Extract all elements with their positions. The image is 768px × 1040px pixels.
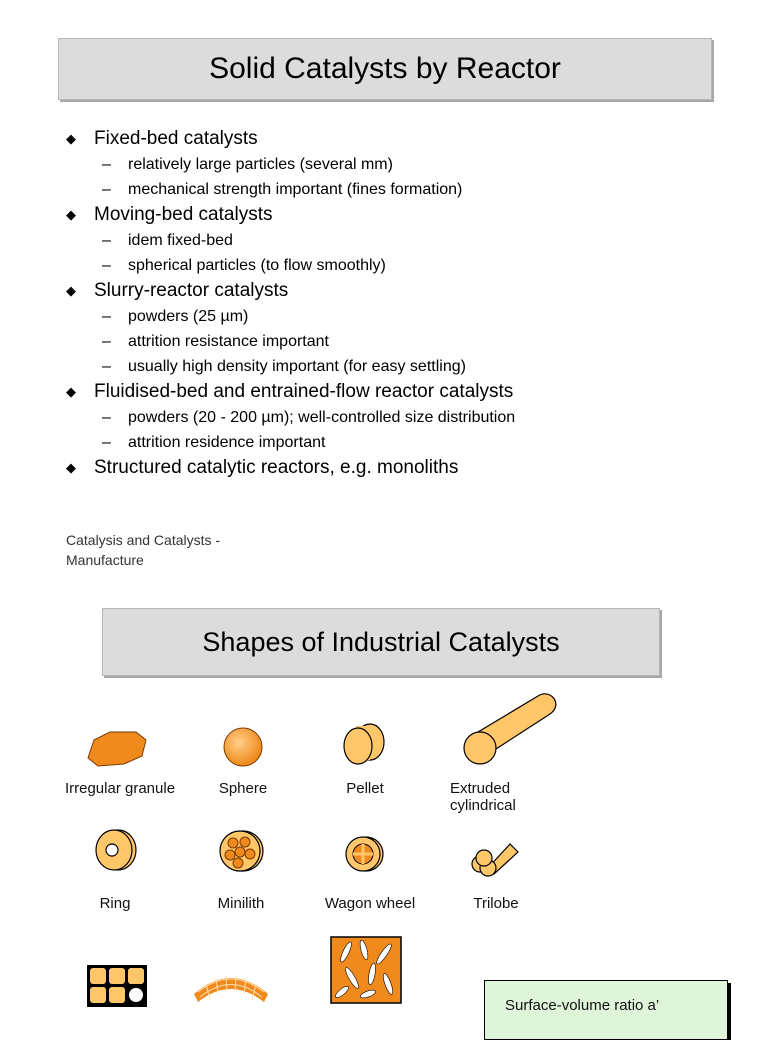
sub-bullet	[66, 152, 756, 177]
shape-label: Irregular granule	[64, 780, 176, 797]
bullet-list	[66, 126, 756, 481]
dash-icon: –	[102, 308, 111, 325]
sub-bullet	[66, 253, 756, 278]
sub-bullet-text: relatively large particles (several mm)	[128, 156, 393, 173]
sub-bullet	[66, 329, 756, 354]
sub-bullet	[66, 430, 756, 455]
dash-icon: –	[102, 232, 111, 249]
dash-icon: –	[102, 409, 111, 426]
bullet-item	[66, 379, 756, 405]
shape-label: Pellet	[346, 780, 384, 797]
bullet-text: Moving-bed catalysts	[94, 204, 273, 225]
slide-title: Shapes of Industrial Catalysts	[102, 608, 660, 676]
shape-label: Ring	[99, 895, 131, 912]
sub-bullet-text: spherical particles (to flow smoothly)	[128, 257, 386, 274]
bullet-item	[66, 278, 756, 304]
slide-caption: Catalysis and Catalysts - Manufacture	[66, 532, 221, 568]
diamond-bullet-icon: ◆	[66, 384, 76, 399]
sub-bullet-text: usually high density important (for easy settling)	[128, 358, 466, 375]
shape-label: Wagon wheel	[324, 895, 416, 912]
irregular-granule-icon	[80, 728, 150, 768]
bullet-text: Structured catalytic reactors, e.g. monoliths	[94, 457, 459, 478]
dash-icon: –	[102, 181, 111, 198]
bullet-item	[66, 202, 756, 228]
bullet-text: Fluidised-bed and entrained-flow reactor catalysts	[94, 381, 514, 402]
shape-label: Extruded cylindrical	[450, 780, 516, 814]
pellet-icon	[340, 722, 390, 766]
sub-bullet-text: attrition residence important	[128, 434, 326, 451]
diamond-bullet-icon: ◆	[66, 283, 76, 298]
sub-bullet	[66, 354, 756, 379]
dash-icon: –	[102, 333, 111, 350]
extruded-cylinder-icon	[460, 690, 560, 766]
sub-bullet	[66, 177, 756, 202]
dash-icon: –	[102, 156, 111, 173]
monolith-block-icon	[86, 964, 148, 1008]
sub-bullet-text: attrition resistance important	[128, 333, 329, 350]
bullet-text: Slurry-reactor catalysts	[94, 280, 289, 301]
diamond-bullet-icon: ◆	[66, 207, 76, 222]
shape-label: Minilith	[217, 895, 265, 912]
sphere-icon	[222, 726, 264, 768]
ring-icon	[92, 828, 138, 872]
diamond-bullet-icon: ◆	[66, 460, 76, 475]
wagon-wheel-icon	[344, 834, 384, 874]
bullet-item	[66, 126, 756, 152]
note-text: Surface-volume ratio a’	[505, 997, 660, 1014]
shape-label: Trilobe	[473, 895, 519, 912]
sub-bullet-text: idem fixed-bed	[128, 232, 233, 249]
dash-icon: –	[102, 358, 111, 375]
dash-icon: –	[102, 434, 111, 451]
bullet-text: Fixed-bed catalysts	[94, 128, 258, 149]
sub-bullet-text: powders (20 - 200 µm); well-controlled size distribution	[128, 409, 516, 426]
trilobe-icon	[466, 834, 522, 878]
diamond-bullet-icon: ◆	[66, 131, 76, 146]
fiber-pack-icon	[330, 936, 402, 1004]
surface-volume-note	[484, 980, 728, 1040]
minilith-icon	[218, 828, 264, 874]
sub-bullet-text: mechanical strength important (fines formation)	[128, 181, 463, 198]
shape-label: Sphere	[218, 780, 268, 797]
dash-icon: –	[102, 257, 111, 274]
sub-bullet-text: powders (25 µm)	[128, 308, 249, 325]
sub-bullet	[66, 228, 756, 253]
sub-bullet	[66, 304, 756, 329]
sub-bullet	[66, 405, 756, 430]
gauze-mesh-icon	[192, 968, 270, 1006]
slide-title: Solid Catalysts by Reactor	[58, 38, 712, 100]
bullet-item	[66, 455, 756, 481]
